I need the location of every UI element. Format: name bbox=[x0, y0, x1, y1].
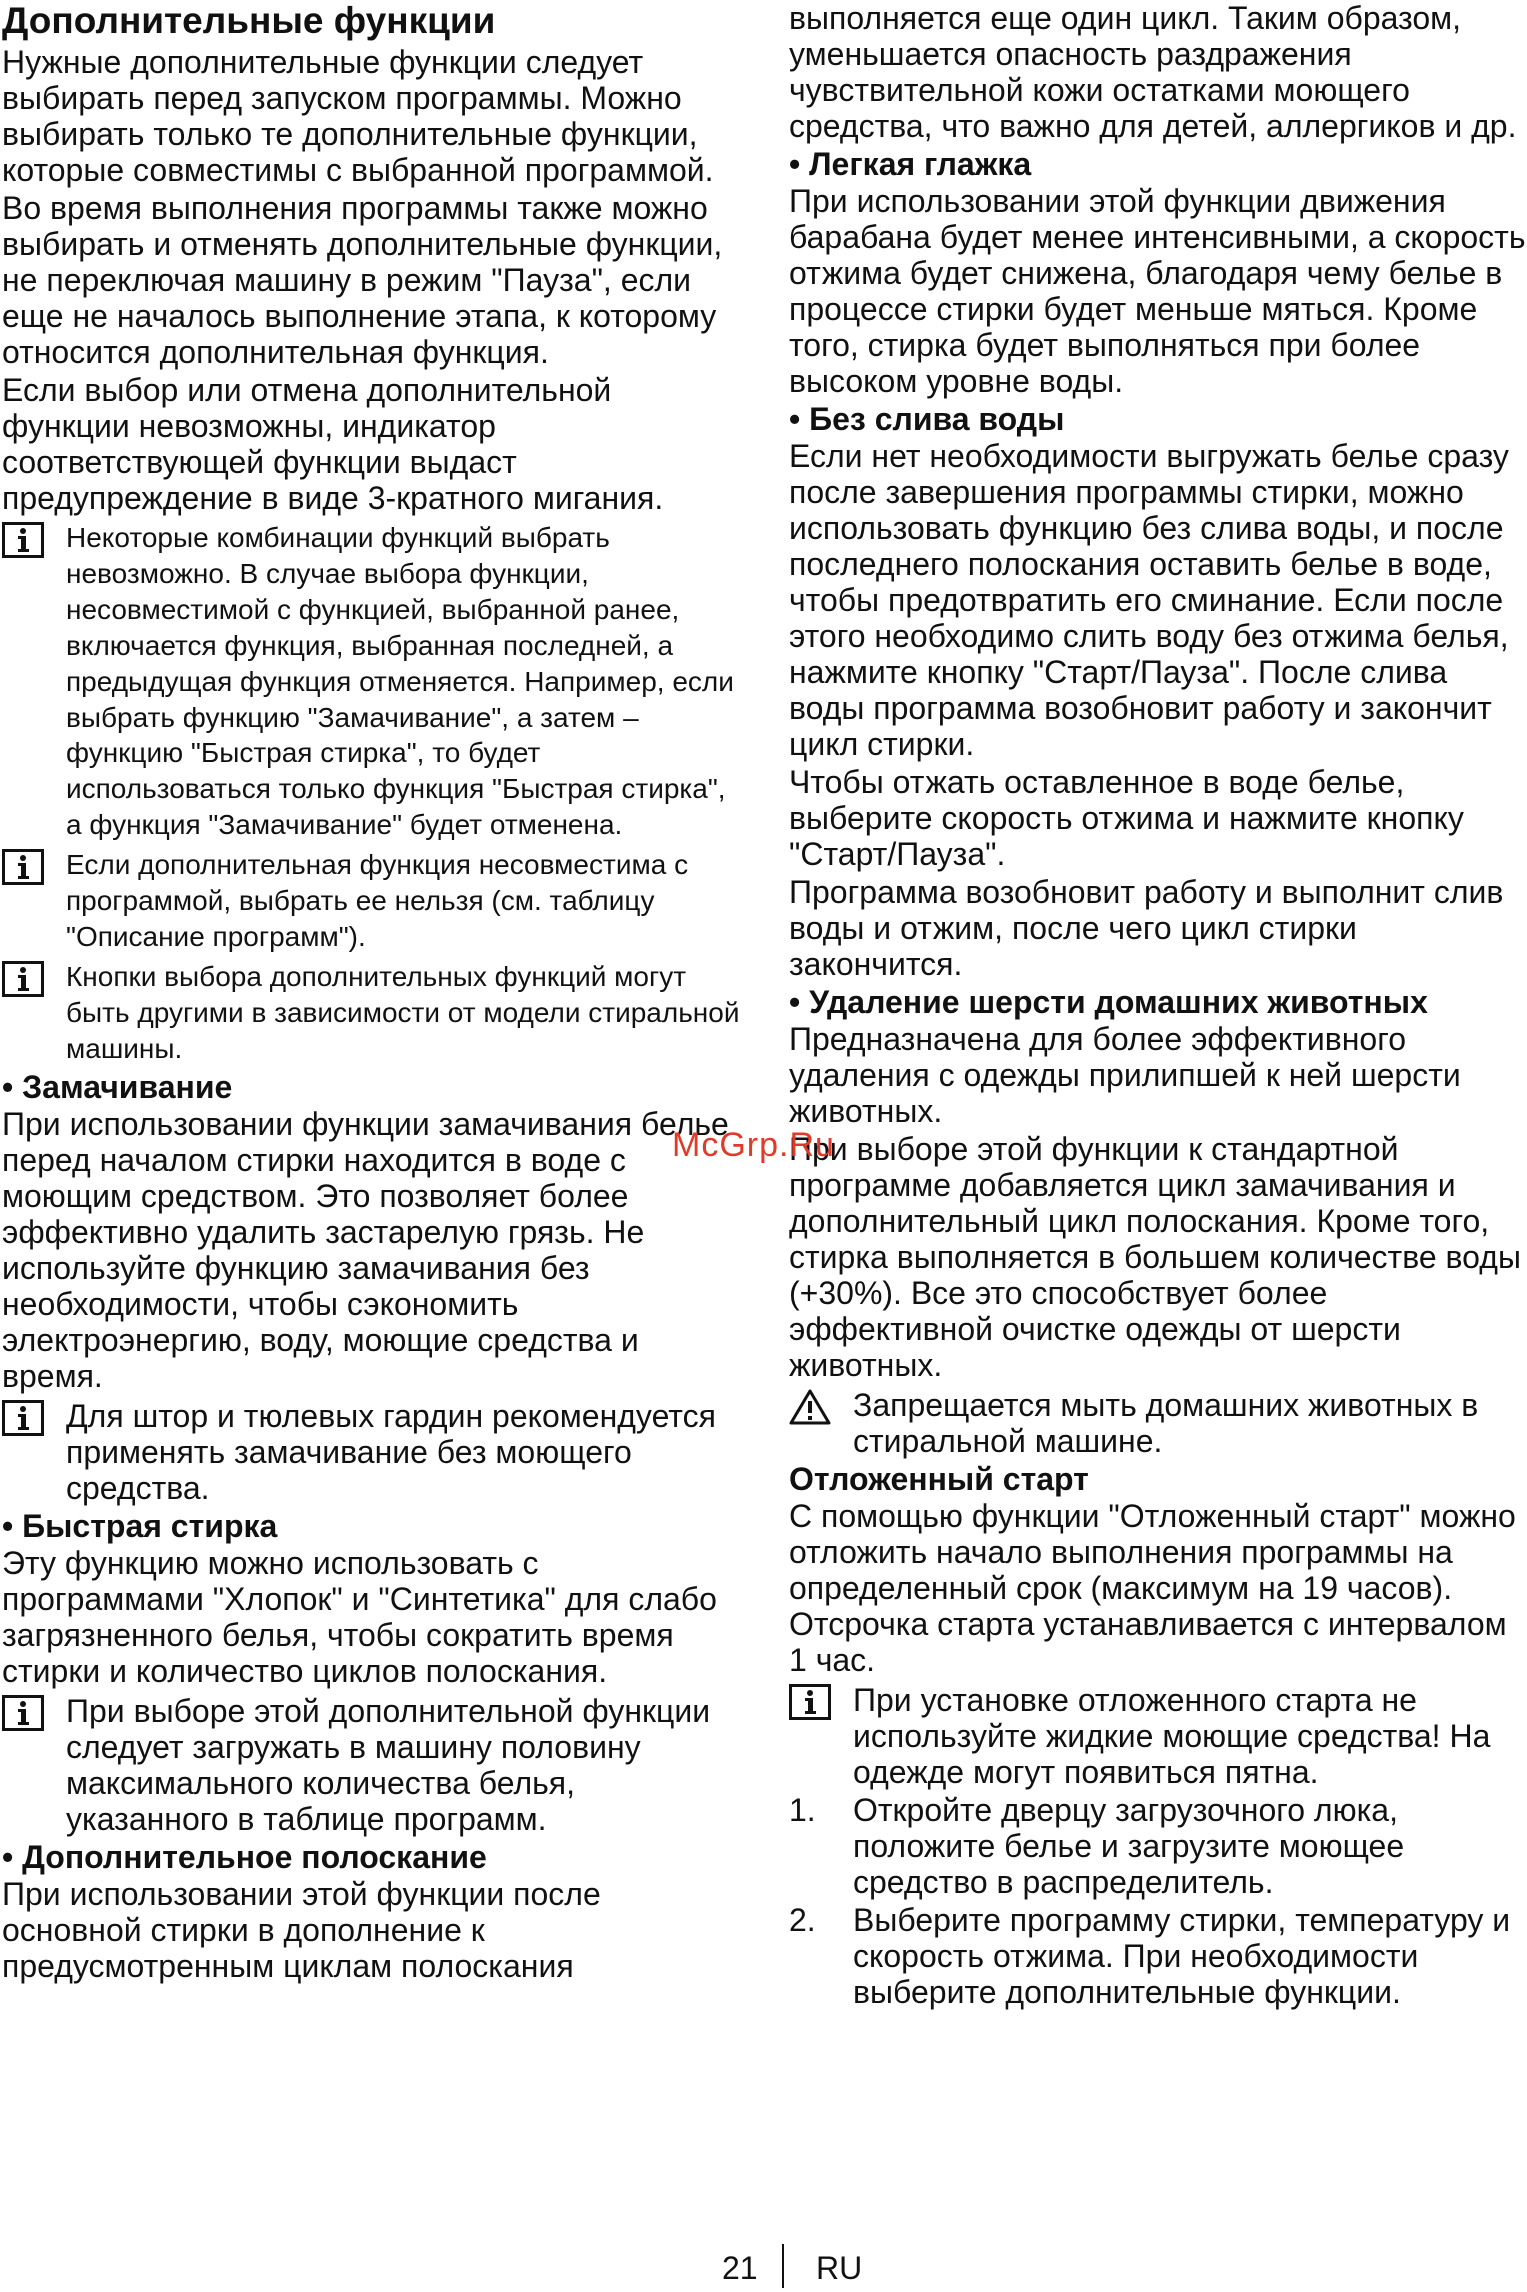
right-column bbox=[787, 0, 1527, 2012]
heading-no-drain: • Без слива воды bbox=[789, 401, 1065, 437]
paragraph-delayed-start: С помощью функции "Отложенный старт" можно отложить начало выполнения программы на определенный срок (максимум на 19 часов). Отсрочка старта устанавливается с интервалом 1 час. bbox=[789, 1498, 1516, 1678]
paragraph-intro-3: Если выбор или отмена дополнительной функции невозможны, индикатор соответствующей функции выдаст предупреждение в виде 3-кратного мигания. bbox=[2, 372, 664, 516]
note-text: Для штор и тюлевых гардин рекомендуется применять замачивание без моющего средства. bbox=[66, 1397, 716, 1506]
paragraph-no-drain-3: Программа возобновит работу и выполнит слив воды и отжим, после чего цикл стирки закончится. bbox=[789, 874, 1504, 982]
list-item bbox=[787, 1792, 1527, 1900]
list-item-number: 2. bbox=[789, 1902, 816, 1938]
note-text: Кнопки выбора дополнительных функций могут быть другими в зависимости от модели стиральной машины. bbox=[66, 960, 740, 1064]
heading-pet-hair: • Удаление шерсти домашних животных bbox=[789, 984, 1428, 1020]
note-text: Если дополнительная функция несовместима с программой, выбрать ее нельзя (см. таблицу "Описание программ"). bbox=[66, 849, 689, 952]
left-column bbox=[0, 0, 740, 1986]
paragraph-soak: При использовании функции замачивания белье перед началом стирки находится в воде с моющим средством. Это позволяет более эффективно удалить застарелую грязь. Не используйте функцию замачивания без необходимости, чтобы сэкономить электроэнергию, воду, моющие средства и время. bbox=[2, 1105, 729, 1394]
info-icon bbox=[2, 961, 44, 997]
language-code: RU bbox=[816, 2250, 863, 2286]
note-buttons bbox=[0, 959, 740, 1067]
heading-easy-iron: • Легкая глажка bbox=[789, 146, 1032, 182]
page-footer bbox=[0, 2248, 1527, 2288]
page-number: 21 bbox=[722, 2250, 758, 2286]
paragraph-extra-rinse-cont: выполняется еще один цикл. Таким образом, уменьшается опасность раздражения чувствительной кожи остатками моющего средства, что важно для детей, аллергиков и др. bbox=[789, 0, 1517, 144]
paragraph-no-drain-2: Чтобы отжать оставленное в воде белье, выберите скорость отжима и нажмите кнопку "Старт/Пауза". bbox=[789, 764, 1464, 872]
heading-quick-wash: • Быстрая стирка bbox=[2, 1507, 278, 1544]
watermark: McGrp.Ru bbox=[672, 1126, 835, 1164]
paragraph-quick-wash: Эту функцию можно использовать с программами "Хлопок" и "Синтетика" для слабо загрязненного белья, чтобы сократить время стирки и количество циклов полоскания. bbox=[2, 1544, 717, 1689]
footer-divider bbox=[782, 2244, 784, 2288]
warning-text: Запрещается мыть домашних животных в стиральной машине. bbox=[853, 1387, 1479, 1459]
list-item-text: Откройте дверцу загрузочного люка, положите белье и загрузите моющее средство в распределитель. bbox=[853, 1792, 1405, 1900]
info-icon bbox=[2, 1400, 44, 1436]
paragraph-easy-iron: При использовании этой функции движения барабана будет менее интенсивными, а скорость отжима будет снижена, благодаря чему белье в процессе стирки будет меньше мяться. Кроме того, стирка будет выполняться при более высоком уровне воды. bbox=[789, 183, 1526, 399]
paragraph-no-drain-1: Если нет необходимости выгружать белье сразу после завершения программы стирки, можно использовать функцию без слива воды, и после последнего полоскания оставить белье в воде, чтобы предотвратить его сминание. Если после этого необходимо слить воду без отжима белья, нажмите кнопку "Старт/Пауза". После слива воды программа возобновит работу и закончит цикл стирки. bbox=[789, 438, 1509, 762]
list-item bbox=[787, 1902, 1527, 2010]
paragraph-pet-hair-2: При выборе этой функции к стандартной программе добавляется цикл замачивания и дополнительный цикл полоскания. Кроме того, стирка выполняется в большем количестве воды (+30%). Все это способствует более эффективной очистке одежды от шерсти животных. bbox=[789, 1131, 1521, 1383]
note-text: При выборе этой дополнительной функции следует загружать в машину половину максимального количества белья, указанного в таблице программ. bbox=[66, 1692, 711, 1837]
info-icon bbox=[2, 522, 44, 558]
info-icon bbox=[2, 849, 44, 885]
note-quick-wash bbox=[0, 1693, 740, 1837]
note-combinations bbox=[0, 520, 740, 843]
list-item-number: 1. bbox=[789, 1792, 816, 1828]
info-icon bbox=[789, 1684, 831, 1720]
paragraph-intro-1: Нужные дополнительные функции следует выбирать перед запуском программы. Можно выбирать только те дополнительные функции, которые совместимы с выбранной программой. bbox=[2, 44, 714, 188]
heading-delayed-start: Отложенный старт bbox=[789, 1461, 1089, 1497]
list-item-text: Выберите программу стирки, температуру и скорость отжима. При необходимости выберите дополнительные функции. bbox=[853, 1902, 1511, 2010]
note-text: При установке отложенного старта не используйте жидкие моющие средства! На одежде могут появиться пятна. bbox=[853, 1682, 1491, 1790]
note-soak bbox=[0, 1398, 740, 1506]
info-icon bbox=[2, 1695, 44, 1731]
heading-extra-rinse: • Дополнительное полоскание bbox=[2, 1838, 487, 1875]
warning-icon bbox=[789, 1389, 831, 1425]
note-delayed-start bbox=[787, 1682, 1527, 1790]
paragraph-extra-rinse: При использовании этой функции после основной стирки в дополнение к предусмотренным циклам полоскания bbox=[2, 1875, 601, 1984]
note-text: Некоторые комбинации функций выбрать невозможно. В случае выбора функции, несовместимой с функцией, выбранной ранее, включается функция, выбранная последней, а предыдущая функция отменяется. Например, если выбрать функцию "Замачивание", а затем – функцию "Быстрая стирка", то будет использоваться только функция "Быстрая стирка", а функция "Замачивание" будет отменена. bbox=[66, 522, 734, 841]
section-title: Дополнительные функции bbox=[2, 0, 496, 41]
paragraph-pet-hair-1: Предназначена для более эффективного удаления с одежды прилипшей к ней шерсти животных. bbox=[789, 1021, 1461, 1129]
note-incompatible bbox=[0, 847, 740, 955]
paragraph-intro-2: Во время выполнения программы также можно выбирать и отменять дополнительные функции, не переключая машину в режим "Пауза", если еще не началось выполнение этапа, к которому относится дополнительная функция. bbox=[2, 190, 723, 370]
warning-pet-hair bbox=[787, 1387, 1527, 1459]
heading-soak: • Замачивание bbox=[2, 1068, 233, 1105]
